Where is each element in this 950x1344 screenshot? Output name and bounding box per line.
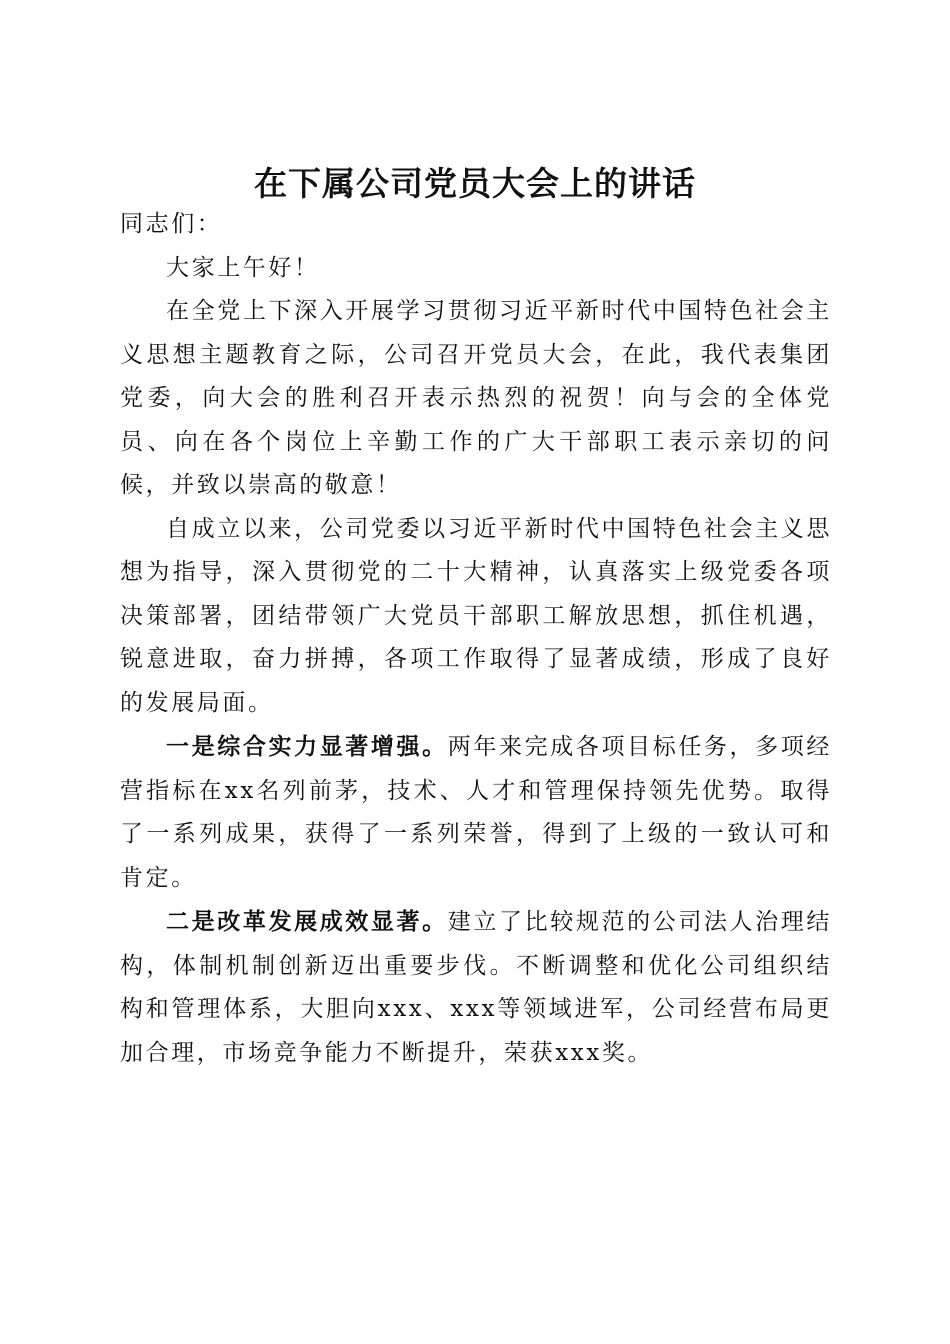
document-body — [120, 203, 832, 1075]
point-heading-1: 一是综合实力显著增强。 — [166, 733, 448, 760]
document-title: 在下属公司党员大会上的讲话 — [254, 164, 696, 204]
point-text-2: 建立了比较规范的公司法人治理结构，体制机制创新迈出重要步伐。不断调整和优化公司组织结构和管理体系，大胆向xxx、xxx等领域进军，公司经营布局更加合理，市场竞争能力不断提升，荣获xxx奖。 — [120, 909, 832, 1066]
point-heading-2: 二是改革发展成效显著。 — [166, 908, 448, 935]
paragraph-opening: 在全党上下深入开展学习贯彻习近平新时代中国特色社会主义思想主题教育之际，公司召开党员大会，在此，我代表集团党委，向大会的胜利召开表示热烈的祝贺！向与会的全体党员、向在各个岗位上辛勤工作的广大干部职工表示亲切的问候，并致以崇高的敬意！ — [120, 298, 832, 498]
point-text-1: 两年来完成各项目标任务，多项经营指标在xx名列前茅，技术、人才和管理保持领先优势。取得了一系列成果，获得了一系列荣誉，得到了上级的一致认可和肯定。 — [120, 734, 832, 891]
greeting: 大家上午好！ — [166, 254, 320, 281]
paragraph-achievements: 自成立以来，公司党委以习近平新时代中国特色社会主义思想为指导，深入贯彻党的二十大精神，认真落实上级党委各项决策部署，团结带领广大党员干部职工解放思想，抓住机遇，锐意进取，奋力拼搏，各项工作取得了显著成绩，形成了良好的发展局面。 — [120, 515, 832, 716]
salutation: 同志们： — [120, 211, 223, 237]
point-paragraph-2 — [120, 900, 832, 1075]
point-paragraph-1 — [120, 725, 832, 900]
